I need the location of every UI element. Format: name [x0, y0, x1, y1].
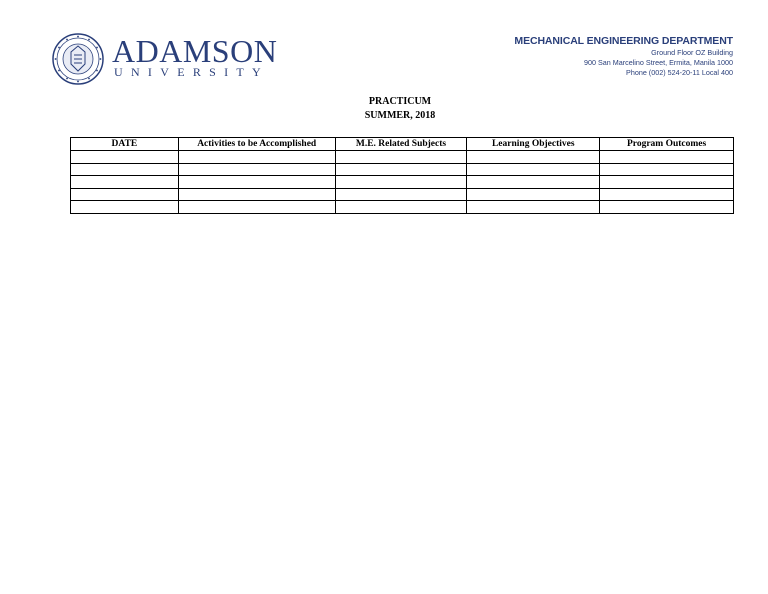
table-cell — [335, 163, 467, 176]
table-cell — [600, 188, 734, 201]
address-line: 900 San Marcelino Street, Ermita, Manila 1000 — [583, 58, 733, 67]
column-header-date: DATE — [71, 138, 179, 151]
table-header-row — [71, 138, 734, 151]
table-cell — [467, 201, 600, 214]
table-cell — [71, 188, 179, 201]
table-cell — [467, 176, 600, 189]
table-cell — [335, 151, 467, 164]
document-title — [0, 95, 768, 123]
table-cell — [71, 201, 179, 214]
table-cell — [600, 151, 734, 164]
table-row — [71, 201, 734, 214]
table-cell — [71, 163, 179, 176]
table-cell — [467, 188, 600, 201]
table-cell — [600, 201, 734, 214]
table-cell — [71, 151, 179, 164]
column-header-activities: Activities to be Accomplished — [178, 138, 335, 151]
table-row — [71, 163, 734, 176]
table-cell — [335, 176, 467, 189]
table-cell — [178, 176, 335, 189]
column-header-subjects: M.E. Related Subjects — [335, 138, 467, 151]
table-cell — [178, 201, 335, 214]
column-header-objectives: Learning Objectives — [467, 138, 600, 151]
table-cell — [178, 151, 335, 164]
practicum-table — [70, 137, 734, 214]
address-line: Phone (002) 524-20-11 Local 400 — [626, 68, 733, 77]
university-seal-icon — [52, 33, 104, 85]
table-row — [71, 151, 734, 164]
table-cell — [178, 163, 335, 176]
title-line-2: SUMMER, 2018 — [364, 110, 436, 121]
table-cell — [467, 163, 600, 176]
table-cell — [335, 188, 467, 201]
address-line: Ground Floor OZ Building — [651, 48, 733, 57]
table-cell — [600, 176, 734, 189]
table-cell — [71, 176, 179, 189]
column-header-outcomes: Program Outcomes — [600, 138, 734, 151]
logo-wordmark: ADAMSON — [112, 33, 278, 69]
university-logo — [52, 33, 292, 83]
table-cell — [335, 201, 467, 214]
table-cell — [600, 163, 734, 176]
logo-subtitle: UNIVERSITY — [114, 65, 269, 79]
table-cell — [467, 151, 600, 164]
table-cell — [178, 188, 335, 201]
table-row — [71, 188, 734, 201]
department-header — [514, 35, 733, 78]
table-row — [71, 176, 734, 189]
title-line-1: PRACTICUM — [368, 96, 432, 107]
department-name: MECHANICAL ENGINEERING DEPARTMENT — [514, 35, 733, 47]
